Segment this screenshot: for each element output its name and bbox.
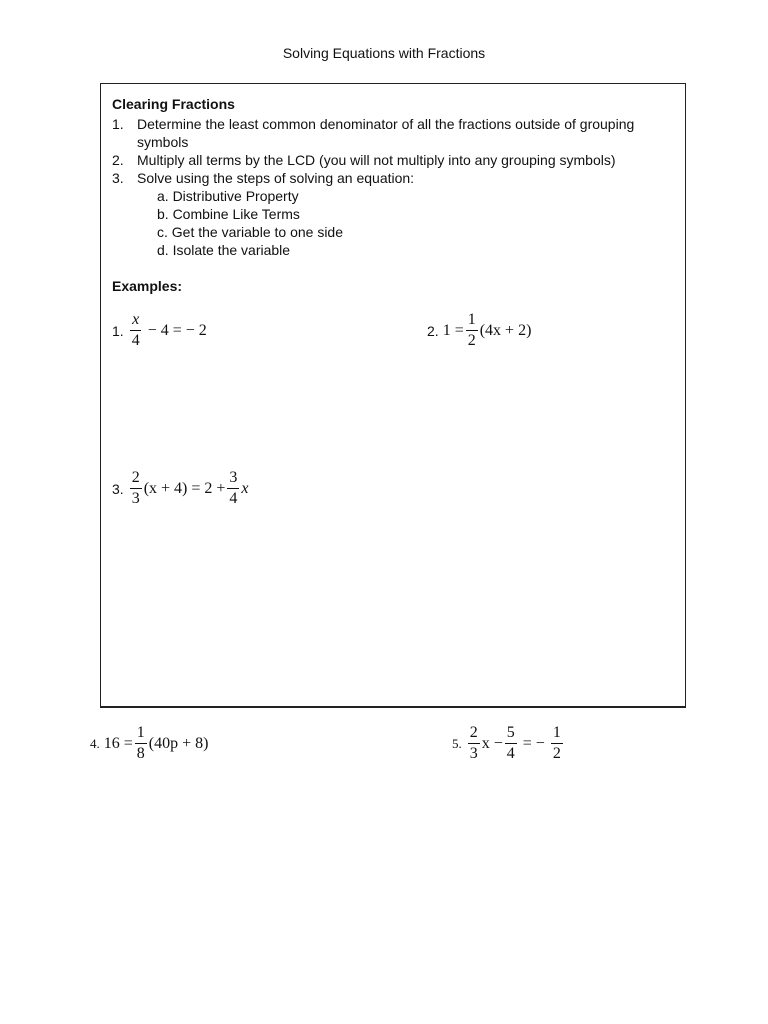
fraction-denominator: 3 — [131, 490, 140, 507]
variable: x — [241, 479, 249, 497]
step-number: 1. — [112, 116, 124, 132]
fraction-denominator: 4 — [131, 332, 140, 349]
step-item — [112, 169, 672, 187]
fraction-denominator: 8 — [136, 745, 145, 762]
substep-item: d. Isolate the variable — [157, 242, 291, 258]
steps-list — [112, 115, 672, 259]
equation-text: − 4 = − 2 — [147, 321, 207, 339]
equation-text: (40p + 8) — [148, 734, 209, 752]
substep-item: b. Combine Like Terms — [157, 206, 300, 222]
problem-5 — [452, 725, 565, 762]
equation-text: = − — [522, 734, 545, 752]
fraction-denominator: 3 — [469, 745, 478, 762]
step-text: Multiply all terms by the LCD (you will not multiply into any grouping symbols) — [137, 152, 616, 168]
step-number: 2. — [112, 152, 124, 168]
fraction — [135, 725, 147, 762]
fraction-denominator: 2 — [467, 332, 476, 349]
fraction — [130, 312, 142, 349]
equation-lhs: 16 = — [103, 734, 133, 752]
fraction — [130, 470, 142, 507]
substep-item: a. Distributive Property — [157, 188, 299, 204]
fraction-denominator: 2 — [552, 745, 561, 762]
equation-text: (x + 4) = 2 + — [143, 479, 226, 497]
problem-label: 4. — [90, 735, 100, 751]
instructions-box — [100, 83, 686, 708]
equation-text: (4x + 2) — [479, 321, 532, 339]
fraction-numerator: 5 — [505, 725, 517, 744]
fraction-denominator: 4 — [506, 745, 515, 762]
box-heading: Clearing Fractions — [112, 96, 235, 112]
examples-heading: Examples: — [112, 278, 183, 294]
problem-label: 1. — [112, 322, 124, 339]
page-title: Solving Equations with Fractions — [282, 45, 486, 61]
equation-lhs: 1 = — [442, 321, 464, 339]
problem-label: 2. — [427, 322, 439, 339]
substep-item: c. Get the variable to one side — [157, 224, 343, 240]
fraction — [466, 312, 478, 349]
problem-label: 3. — [112, 480, 124, 497]
fraction-numerator: 2 — [468, 725, 480, 744]
step-text: Determine the least common denominator of all the fractions outside of grouping symbols — [137, 116, 635, 150]
fraction — [468, 725, 480, 762]
step-item — [112, 115, 672, 151]
fraction-numerator: 1 — [551, 725, 563, 744]
fraction-numerator: 1 — [466, 312, 478, 331]
fraction — [505, 725, 517, 762]
fraction-denominator: 4 — [229, 490, 238, 507]
problem-label: 5. — [452, 735, 462, 751]
fraction-numerator: 1 — [135, 725, 147, 744]
fraction-numerator: 2 — [130, 470, 142, 489]
fraction — [227, 470, 239, 507]
problem-3 — [112, 470, 249, 507]
problem-2 — [427, 312, 531, 349]
equation-text: x − — [481, 734, 503, 752]
fraction-numerator: x — [130, 312, 141, 331]
problem-4 — [90, 725, 208, 762]
problem-1 — [112, 312, 211, 349]
step-number: 3. — [112, 170, 124, 186]
fraction — [551, 725, 563, 762]
step-item — [112, 151, 672, 169]
fraction-numerator: 3 — [227, 470, 239, 489]
step-text: Solve using the steps of solving an equation: — [137, 170, 415, 186]
